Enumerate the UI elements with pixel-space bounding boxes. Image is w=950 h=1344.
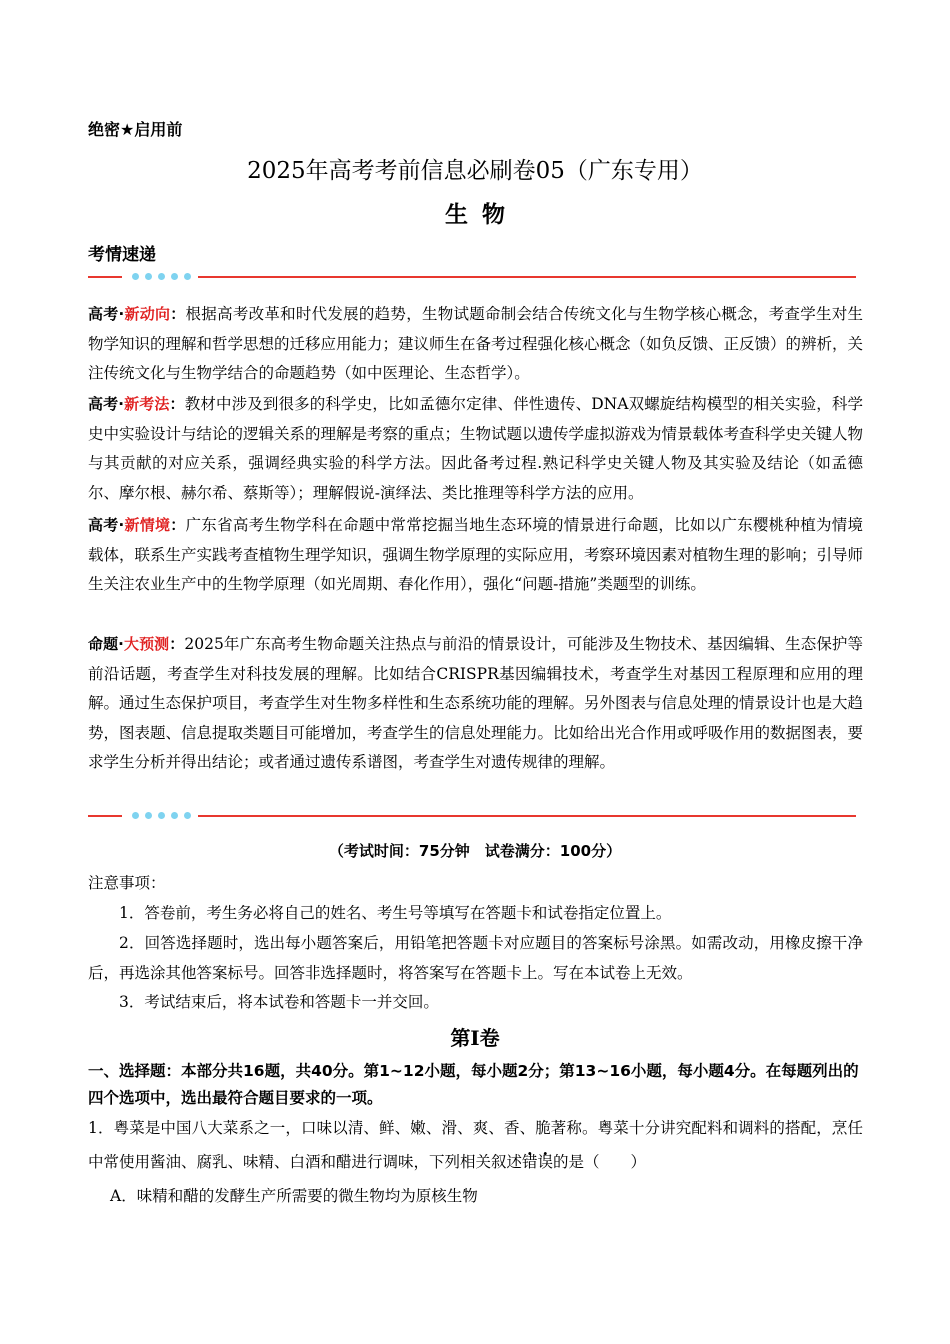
part-title: 第Ⅰ卷 <box>450 1026 500 1050</box>
notice-item: 1．答卷前，考生务必将自己的姓名、考生号等填写在答题卡和试卷指定位置上。 <box>119 904 672 922</box>
subject-title: 生物 <box>445 202 519 228</box>
overview-heading: 考情速递 <box>88 245 156 265</box>
page-title: 2025年高考考前信息必刷卷05（广东专用） <box>247 158 703 184</box>
section-heading: 一、选择题：本部分共16题，共40分。第1~12小题，每小题2分；第13~16小题，每小题4分。在每题列出的四个选项中，选出最符合题目要求的一项。 <box>88 1062 859 1107</box>
notice-item: 3．考试结束后，将本试卷和答题卡一并交回。 <box>119 993 439 1011</box>
overview-block-prediction: 命题·大预测：2025年广东高考生物命题关注热点与前沿的情景设计，可能涉及生物技术、基因编辑、生态保护等前沿话题，考查学生对科技发展的理解。比如结合CRISPR基因编辑技术，考查学生对基因工程原理和应用的理解。通过生态保护项目，考查学生对生物多样性和生态系统功能的理解。另外图表与信息处理的情景设计也是大趋势，图表题、信息提取类题目可能增加，考查学生的信息处理能力。比如给出光合作用或呼吸作用的数据图表，要求学生分析并得出结论；或者通过遗传系谱图，考查学生对遗传规律的理解。 <box>88 635 864 772</box>
secret-mark: 绝密★启用前 <box>88 120 183 139</box>
exam-info: （考试时间：75分钟 试卷满分：100分） <box>328 842 622 860</box>
question-1-option-a: A．味精和醋的发酵生产所需要的微生物均为原核生物 <box>110 1187 478 1205</box>
overview-block-new-method: 高考·新考法：教材中涉及到很多的科学史，比如孟德尔定律、伴性遗传、DNA双螺旋结构模型的相关实验，科学史中实验设计与结论的逻辑关系的理解是考察的重点；生物试题以遗传学虚拟游戏为情景载体考查科学史关键人物与其贡献的对应关系，强调经典实验的科学方法。因此备考过程.熟记科学史关键人物及其实验及结论（如孟德尔、摩尔根、赫尔希、蔡斯等）；理解假说-演绎法、类比推理等科学方法的应用。 <box>88 395 864 502</box>
overview-block-new-context: 高考·新情境：广东省高考生物学科在命题中常常挖掘当地生态环境的情景进行命题，比如以广东樱桃种植为情境载体，联系生产实践考查植物生理学知识，强调生物学原理的实际应用，考察环境因素对植物生理的影响；引导师生关注农业生产中的生物学原理（如光周期、春化作用），强化“问题-措施”类题型的训练。 <box>88 516 864 594</box>
section-divider <box>88 272 856 282</box>
overview-block-new-trend: 高考·新动向：根据高考改革和时代发展的趋势，生物试题命制会结合传统文化与生物学核心概念，考查学生对生物学知识的理解和哲学思想的迁移应用能力；建议师生在备考过程强化核心概念（如负反馈、正反馈）的辨析，关注传统文化与生物学结合的命题趋势（如中医理论、生态哲学）。 <box>88 305 864 383</box>
notice-item: 2．回答选择题时，选出每小题答案后，用铅笔把答题卡对应题目的答案标号涂黑。如需改动，用橡皮擦干净后，再选涂其他答案标号。回答非选择题时，将答案写在答题卡上。写在本试卷上无效。 <box>88 934 863 982</box>
section-divider <box>88 811 856 821</box>
notice-heading: 注意事项： <box>88 874 166 892</box>
question-1-stem: 1．粤菜是中国八大菜系之一，口味以清、鲜、嫩、滑、爽、香、脆著称。粤菜十分讲究配料和调料的搭配，烹任中常使用酱油、腐乳、味精、白酒和醋进行调味，下列相关叙述错误的是（ ） <box>88 1119 863 1171</box>
